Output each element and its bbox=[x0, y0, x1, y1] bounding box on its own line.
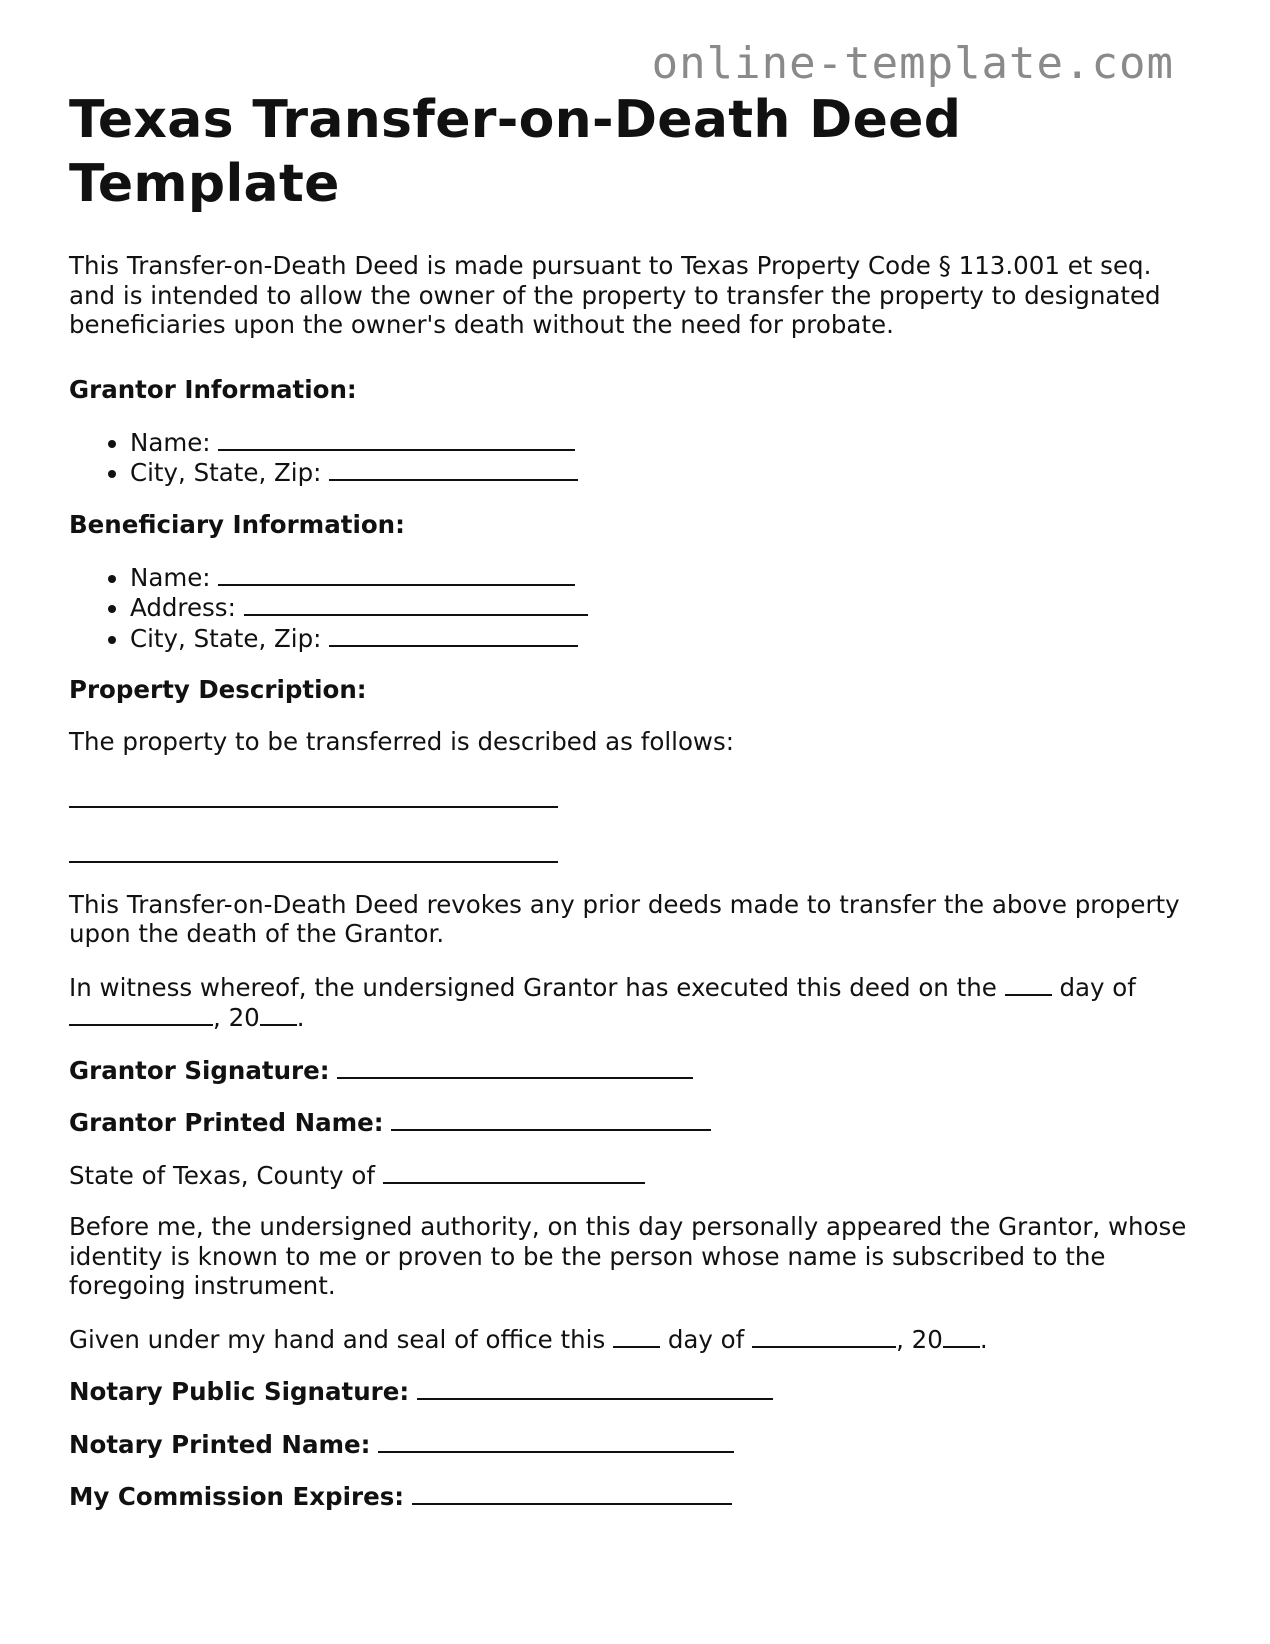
list-item bbox=[130, 562, 1204, 593]
given-text: , 20 bbox=[896, 1324, 943, 1354]
grantor-list bbox=[69, 427, 1204, 488]
field-label: Name: bbox=[130, 427, 211, 457]
given-paragraph bbox=[69, 1324, 1204, 1355]
witness-month-field[interactable] bbox=[69, 1002, 213, 1026]
county-label: State of Texas, County of bbox=[69, 1160, 375, 1190]
given-text: day of bbox=[667, 1324, 745, 1354]
commission-field[interactable] bbox=[412, 1481, 732, 1505]
list-item bbox=[130, 623, 1204, 654]
list-item bbox=[130, 592, 1204, 623]
given-text: . bbox=[979, 1324, 988, 1354]
grantor-printed-label: Grantor Printed Name: bbox=[69, 1108, 384, 1137]
field-label: Name: bbox=[130, 562, 211, 592]
grantor-city-field[interactable] bbox=[329, 457, 578, 481]
notary-signature-field[interactable] bbox=[417, 1376, 773, 1400]
given-month-field[interactable] bbox=[752, 1324, 896, 1348]
notary-printed-row bbox=[69, 1429, 1204, 1460]
document-page bbox=[69, 88, 1204, 1512]
given-text: Given under my hand and seal of office this bbox=[69, 1324, 606, 1354]
grantor-signature-row bbox=[69, 1055, 1204, 1086]
commission-label: My Commission Expires: bbox=[69, 1482, 405, 1511]
witness-text: , 20 bbox=[213, 1003, 260, 1032]
beneficiary-name-field[interactable] bbox=[218, 562, 575, 586]
property-line-2[interactable] bbox=[69, 861, 558, 863]
witness-year-field[interactable] bbox=[260, 1002, 297, 1026]
notary-printed-field[interactable] bbox=[378, 1429, 734, 1453]
notary-signature-row bbox=[69, 1376, 1204, 1407]
property-heading: Property Description: bbox=[69, 675, 367, 704]
list-item bbox=[130, 457, 1204, 488]
commission-row bbox=[69, 1481, 1204, 1512]
grantor-name-field[interactable] bbox=[218, 427, 575, 451]
list-item bbox=[130, 427, 1204, 458]
field-label: City, State, Zip: bbox=[130, 458, 322, 487]
notary-signature-label: Notary Public Signature: bbox=[69, 1377, 410, 1406]
county-row bbox=[69, 1160, 1204, 1191]
given-year-field[interactable] bbox=[943, 1324, 980, 1348]
beneficiary-heading: Beneficiary Information: bbox=[69, 509, 405, 539]
grantor-printed-row bbox=[69, 1107, 1204, 1138]
grantor-printed-field[interactable] bbox=[391, 1107, 711, 1131]
witness-day-field[interactable] bbox=[1005, 972, 1052, 996]
witness-text: . bbox=[296, 1003, 305, 1032]
field-label: City, State, Zip: bbox=[130, 623, 322, 653]
notary-printed-label: Notary Printed Name: bbox=[69, 1429, 371, 1459]
county-field[interactable] bbox=[383, 1160, 645, 1184]
witness-text: In witness whereof, the undersigned Grantor has executed this deed on the bbox=[69, 972, 997, 1002]
property-text: The property to be transferred is described as follows: bbox=[69, 727, 734, 756]
revoke-paragraph: This Transfer-on-Death Deed revokes any prior deeds made to transfer the above property upon the death of the Grantor. bbox=[69, 889, 1180, 948]
given-day-field[interactable] bbox=[613, 1324, 660, 1348]
notary-paragraph: Before me, the undersigned authority, on this day personally appeared the Grantor, whose identity is known to me or proven to be the person whose name is subscribed to the foregoing instrument. bbox=[69, 1212, 1187, 1300]
beneficiary-city-field[interactable] bbox=[329, 623, 578, 647]
field-label: Address: bbox=[130, 593, 236, 622]
beneficiary-list bbox=[69, 562, 1204, 654]
page-title: Texas Transfer-on-Death Deed Template bbox=[69, 90, 962, 214]
grantor-signature-field[interactable] bbox=[337, 1055, 693, 1079]
watermark: online-template.com bbox=[651, 38, 1174, 89]
witness-text: day of bbox=[1059, 972, 1136, 1002]
property-line-1[interactable] bbox=[69, 806, 558, 808]
grantor-signature-label: Grantor Signature: bbox=[69, 1055, 330, 1085]
grantor-heading: Grantor Information: bbox=[69, 374, 357, 404]
witness-paragraph bbox=[69, 972, 1204, 1033]
beneficiary-address-field[interactable] bbox=[244, 592, 588, 616]
intro-paragraph: This Transfer-on-Death Deed is made pursuant to Texas Property Code § 113.001 et seq. and is intended to allow the owner of the property to transfer the property to designated beneficiaries upon the owner's death without the need for probate. bbox=[69, 251, 1161, 339]
